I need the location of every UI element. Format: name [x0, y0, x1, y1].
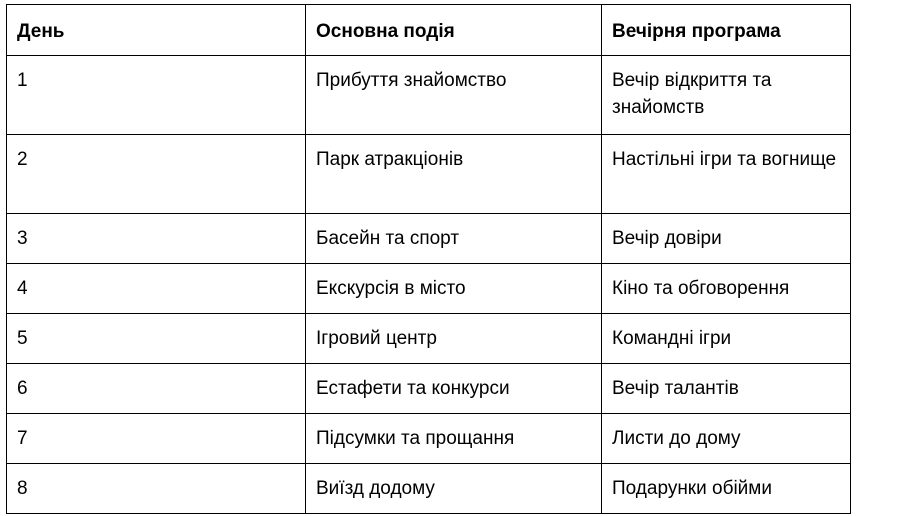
cell-main-event: Естафети та конкурси: [306, 364, 602, 414]
header-day: День: [7, 5, 306, 56]
table-row: [7, 56, 851, 135]
cell-main-event: Виїзд додому: [306, 464, 602, 514]
cell-day: 6: [7, 364, 306, 414]
table-row: [7, 364, 851, 414]
cell-evening-program: Вечір довіри: [602, 214, 851, 264]
cell-evening-program: Вечір талантів: [602, 364, 851, 414]
table-row: [7, 464, 851, 514]
cell-day: 5: [7, 314, 306, 364]
header-evening-program: Вечірня програма: [602, 5, 851, 56]
table-body: [7, 56, 851, 514]
table-row: [7, 314, 851, 364]
cell-day: 8: [7, 464, 306, 514]
cell-evening-program: Командні ігри: [602, 314, 851, 364]
cell-main-event: Підсумки та прощання: [306, 414, 602, 464]
cell-main-event: Басейн та спорт: [306, 214, 602, 264]
cell-evening-program: Кіно та обговорення: [602, 264, 851, 314]
cell-day: 4: [7, 264, 306, 314]
cell-evening-program: Листи до дому: [602, 414, 851, 464]
cell-main-event: Екскурсія в місто: [306, 264, 602, 314]
cell-main-event: Парк атракціонів: [306, 135, 602, 214]
table-header: [7, 5, 851, 56]
table-row: [7, 414, 851, 464]
table-row: [7, 135, 851, 214]
cell-day: 3: [7, 214, 306, 264]
cell-evening-program: Настільні ігри та вогнище: [602, 135, 851, 214]
header-main-event: Основна подія: [306, 5, 602, 56]
schedule-table: [6, 4, 851, 514]
cell-main-event: Ігровий центр: [306, 314, 602, 364]
cell-day: 1: [7, 56, 306, 135]
cell-evening-program: Вечір відкриття та знайомств: [602, 56, 851, 135]
cell-evening-program: Подарунки обійми: [602, 464, 851, 514]
cell-day: 7: [7, 414, 306, 464]
table-row: [7, 214, 851, 264]
table-row: [7, 264, 851, 314]
cell-main-event: Прибуття знайомство: [306, 56, 602, 135]
cell-day: 2: [7, 135, 306, 214]
header-row: [7, 5, 851, 56]
